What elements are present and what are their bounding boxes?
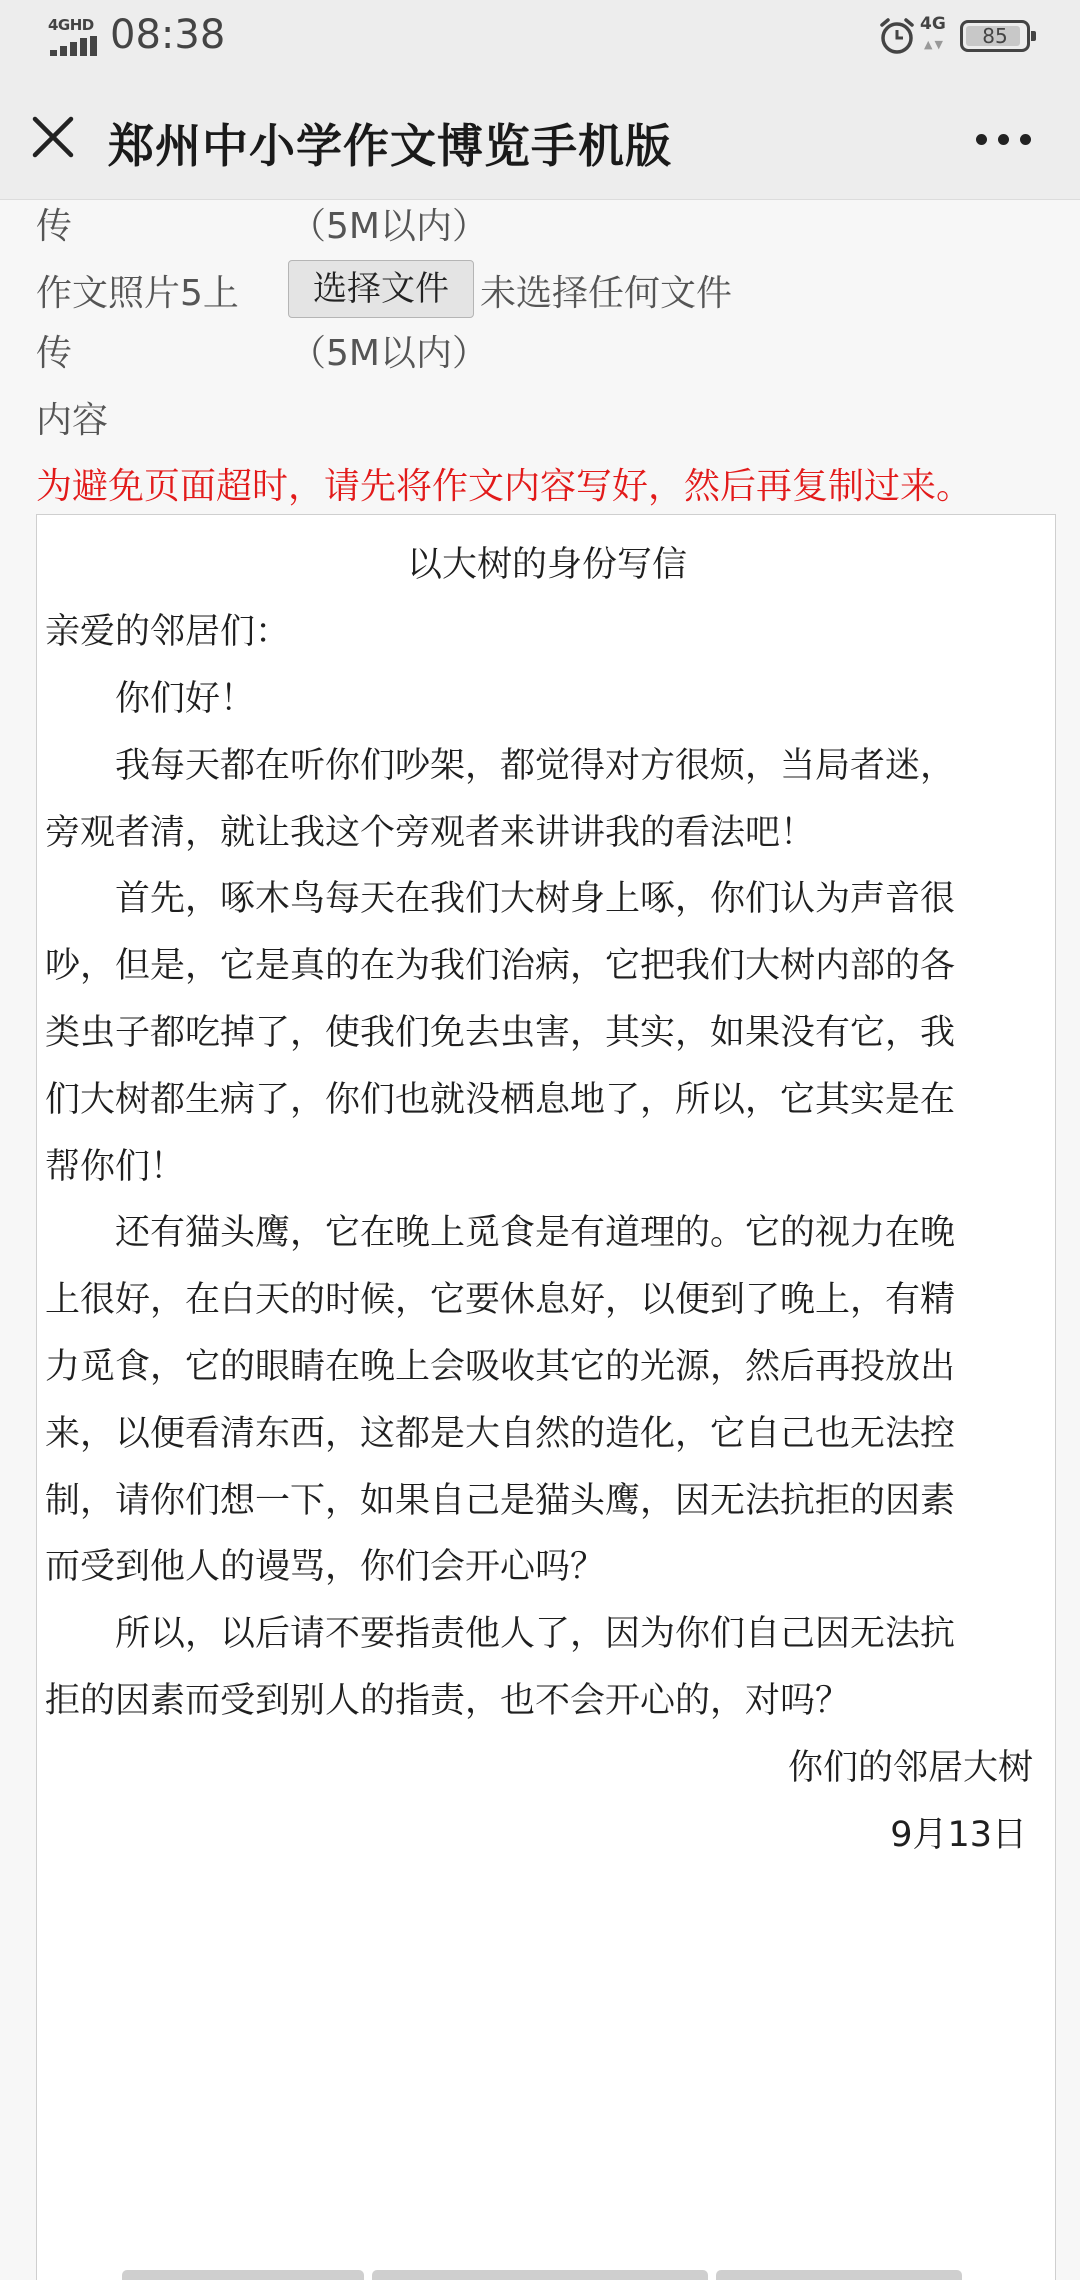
nav-bar (0, 74, 1080, 200)
scrollbar-segment[interactable] (716, 2270, 962, 2280)
form-content (0, 200, 1080, 2280)
essay-line: 吵，但是，它是真的在为我们治病，它把我们大树内部的各 (45, 946, 956, 986)
content-textarea[interactable] (36, 514, 1056, 2280)
content-label: 内容 (36, 400, 109, 441)
network-type-label: 4GHD (48, 16, 94, 34)
choose-file-button[interactable]: 选择文件 (288, 260, 474, 318)
more-icon[interactable] (976, 132, 1032, 148)
essay-line: 你们好！ (45, 679, 256, 719)
mobile-data-label: 4G (920, 14, 946, 34)
alarm-clock-icon (878, 17, 916, 55)
essay-line: 我每天都在听你们吵架，都觉得对方很烦，当局者迷， (45, 746, 956, 786)
signal-icon (48, 16, 100, 56)
close-icon[interactable] (30, 114, 76, 160)
page-title: 郑州中小学作文博览手机版 (108, 119, 672, 173)
essay-line: 还有猫头鹰，它在晚上觅食是有道理的。它的视力在晚 (45, 1213, 956, 1253)
essay-line: 首先，啄木鸟每天在我们大树身上啄，你们认为声音很 (45, 879, 956, 919)
essay-line: 所以，以后请不要指责他人了，因为你们自己因无法抗 (45, 1614, 956, 1654)
scrollbar-segment[interactable] (372, 2270, 708, 2280)
essay-line: 上很好，在白天的时候，它要休息好，以便到了晚上，有精 (45, 1280, 956, 1320)
essay-signature: 你们的邻居大树 (787, 1748, 1033, 1788)
battery-icon (960, 20, 1030, 52)
essay-line: 来，以便看清东西，这都是大自然的造化，它自己也无法控 (45, 1414, 956, 1454)
essay-line: 制，请你们想一下，如果自己是猫头鹰，因无法抗拒的因素 (45, 1481, 956, 1521)
essay-line: 帮你们！ (45, 1147, 186, 1187)
essay-line: 而受到他人的谩骂，你们会开心吗？ (45, 1547, 606, 1587)
data-activity-icon: ▲▼ (924, 38, 945, 51)
photo4-label-tail: 传 (36, 206, 73, 247)
essay-line: 类虫子都吃掉了，使我们免去虫害，其实，如果没有它，我 (45, 1013, 956, 1053)
essay-line: 亲爱的邻居们： (45, 612, 291, 652)
photo5-label: 作文照片5上 (36, 273, 239, 314)
scrollbar-segment[interactable] (122, 2270, 364, 2280)
no-file-chosen-text: 未选择任何文件 (480, 273, 733, 314)
essay-line: 们大树都生病了，你们也就没栖息地了，所以，它其实是在 (45, 1080, 956, 1120)
status-time: 08:38 (110, 12, 226, 58)
photo5-label-tail: 传 (36, 333, 73, 374)
essay-title: 以大树的身份写信 (406, 545, 687, 585)
essay-line: 力觅食，它的眼睛在晚上会吸收其它的光源，然后再投放出 (45, 1347, 956, 1387)
status-bar (0, 0, 1080, 74)
essay-line: 旁观者清，就让我这个旁观者来讲讲我的看法吧！ (45, 813, 816, 853)
essay-line: 拒的因素而受到别人的指责，也不会开心的，对吗？ (45, 1681, 851, 1721)
timeout-notice: 为避免页面超时，请先将作文内容写好，然后再复制过来。 (36, 466, 973, 507)
essay-date: 9月13日 (890, 1815, 1027, 1855)
battery-level: 85 (982, 24, 1008, 48)
size-hint-photo4: （5M以内） (290, 206, 488, 247)
size-hint-photo5: （5M以内） (290, 333, 488, 374)
